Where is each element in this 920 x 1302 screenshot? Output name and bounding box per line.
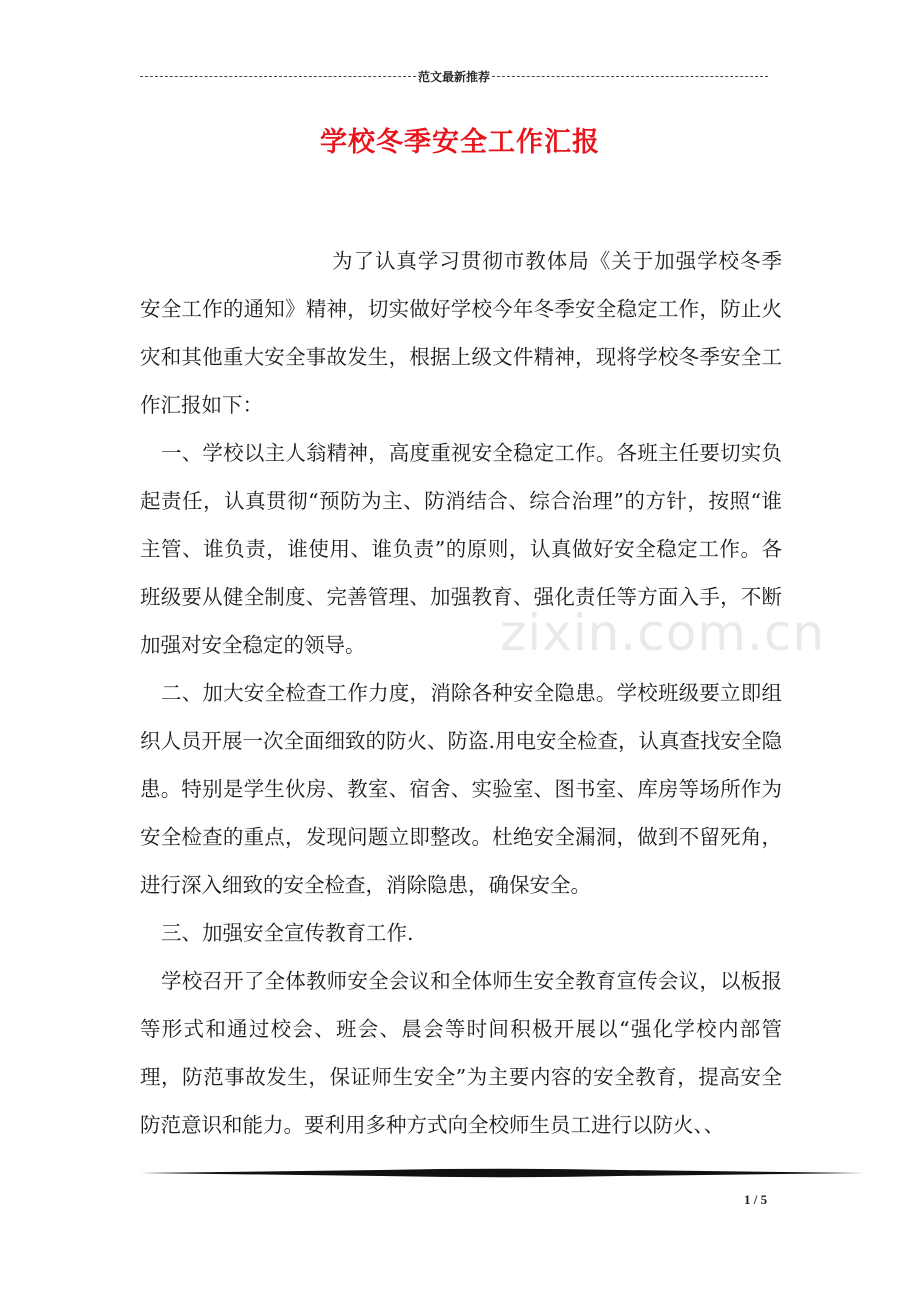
document-title: 学校冬季安全工作汇报 xyxy=(320,127,600,158)
page-number: 1 / 5 xyxy=(744,1192,768,1207)
paragraph-intro: 为了认真学习贯彻市教体局《关于加强学校冬季安全工作的通知》精神，切实做好学校今年冬季安全稳定工作，防止火灾和其他重大安全事故发生，根据上级文件精神，现将学校冬季安全工作汇报如下： xyxy=(140,249,782,417)
document-body xyxy=(140,237,782,1149)
paragraph-section-1: 一、学校以主人翁精神，高度重视安全稳定工作。各班主任要切实负起责任，认真贯彻“预防为主、防消结合、综合治理”的方针，按照“谁主管、谁负责，谁使用、谁负责”的原则，认真做好安全稳定工作。各班级要从健全制度、完善管理、加强教育、强化责任等方面入手，不断加强对安全稳定的领导。 xyxy=(140,441,782,657)
paragraph-section-2: 二、加大安全检查工作力度，消除各种安全隐患。学校班级要立即组织人员开展一次全面细致的防火、防盗.用电安全检查，认真查找安全隐患。特别是学生伙房、教室、宿舍、实验室、图书室、库房等场所作为安全检查的重点，发现问题立即整改。杜绝安全漏洞，做到不留死角，进行深入细致的安全检查，消除隐患，确保安全。 xyxy=(140,681,783,897)
paragraph-section-3-body: 学校召开了全体教师安全会议和全体师生安全教育宣传会议，以板报等形式和通过校会、班会、晨会等时间积极开展以“强化学校内部管理，防范事故发生，保证师生安全”为主要内容的安全教育，提高安全防范意识和能力。要利用多种方式向全校师生员工进行以防火、、 xyxy=(140,969,782,1137)
footer-rule xyxy=(140,1166,864,1180)
header-label: 范文最新推荐 xyxy=(418,69,491,84)
paragraph-section-3-heading: 三、加强安全宣传教育工作. xyxy=(161,921,414,945)
header-dash-left xyxy=(140,76,416,77)
header-banner xyxy=(140,66,768,86)
header-dash-right xyxy=(492,76,768,77)
watermark: zixin.com.cn xyxy=(500,604,826,662)
